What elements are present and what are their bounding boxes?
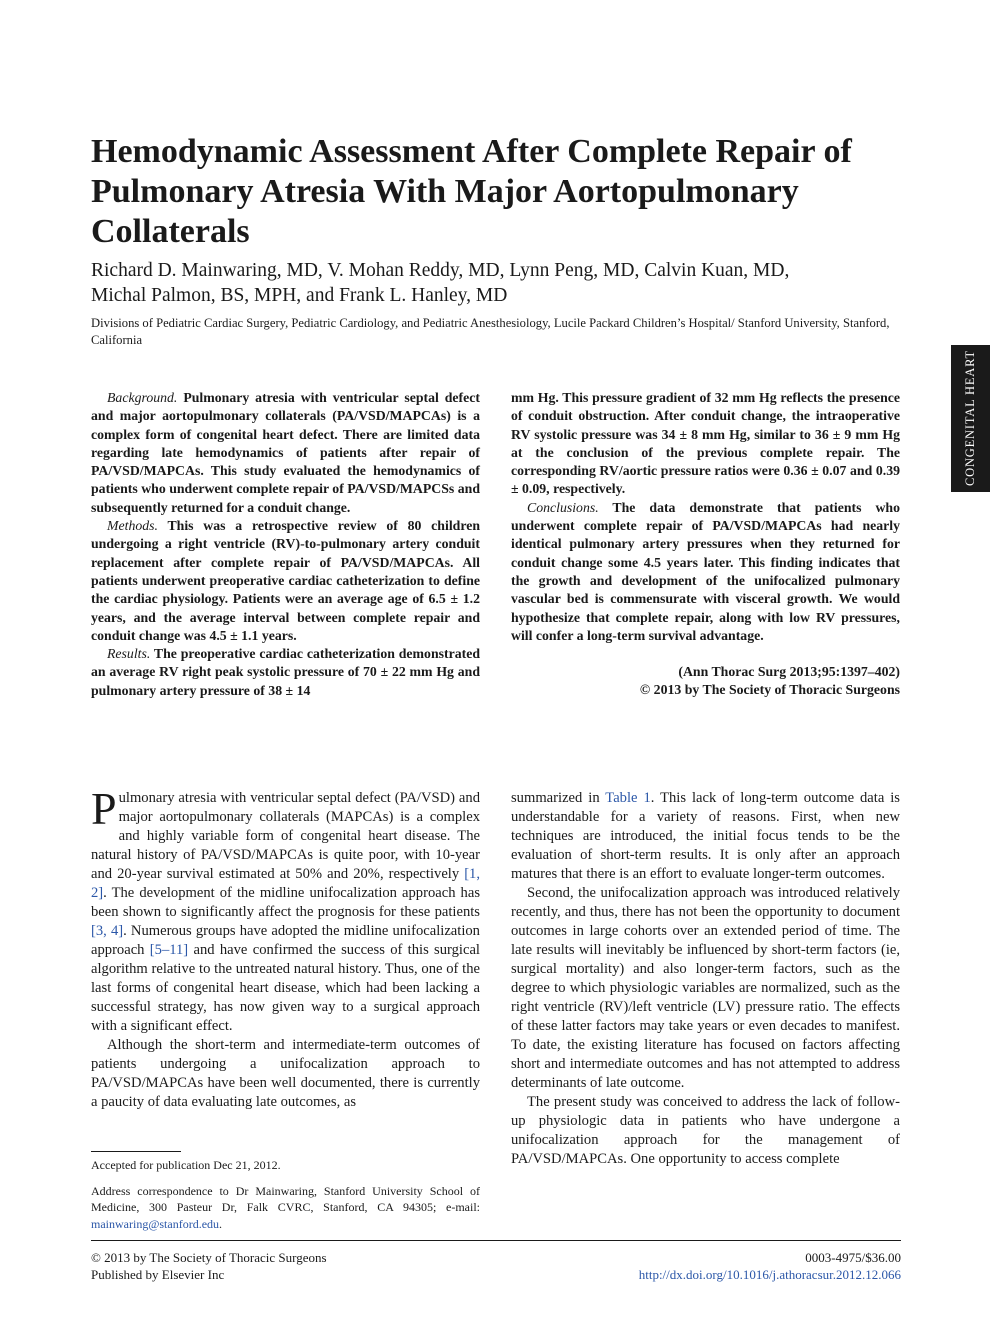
article-title: Hemodynamic Assessment After Complete Repair of Pulmonary Atresia With Major Aortopulmonary Collaterals [91,133,852,250]
authors-line-1: Richard D. Mainwaring, MD, V. Mohan Reddy, MD, Lynn Peng, MD, Calvin Kuan, MD, [91,260,790,281]
intro-paragraph-5: The present study was conceived to address the lack of follow-up physiologic data in patients who have undergone a unifocalization approach for the management of PA/VSD/MAPCAs. One opportunity to access complete [511,1094,900,1167]
table-1-link[interactable]: Table 1 [605,790,651,806]
footer-copyright: © 2013 by The Society of Thoracic Surgeons [91,1250,327,1265]
intro-paragraph-2: Although the short-term and intermediate-term outcomes of patients undergoing a unifocalization approach to PA/VSD/MAPCAs have been well documented, there is currently a paucity of data evaluating late outcomes, as [91,1037,480,1110]
accepted-date: Accepted for publication Dec 21, 2012. [91,1158,281,1172]
correspondence-address [91,1183,480,1233]
footnote-divider [91,1151,181,1152]
background-label: Background. [107,390,178,405]
doi-link[interactable]: http://dx.doi.org/10.1016/j.athoracsur.2012.12.066 [638,1266,901,1282]
footer-divider [91,1240,901,1241]
body-right-column [511,789,900,1169]
affiliation: Divisions of Pediatric Cardiac Surgery, Pediatric Cardiology, and Pediatric Anesthesiology, Lucile Packard Children’s Hospital/ Stanford University, Stanford, California [91,316,890,347]
body-left-column [91,783,480,1112]
author-list [91,258,911,308]
abstract-copyright: © 2013 by The Society of Thoracic Surgeons [639,682,900,698]
abstract-left-column [91,389,480,700]
abstract-right-column [511,389,900,700]
abstract-results-continued: mm Hg. This pressure gradient of 32 mm Hg reflects the presence of conduit obstruction. After conduit change, the intraoperative RV systolic pressure was 34 ± 8 mm Hg, similar to 36 ± 9 mm Hg at the conclusion of the previous complete repair. The corresponding RV/aortic pressure ratios were 0.36 ± 0.07 and 0.39 ± 0.09, respectively. [511,390,900,497]
intro-text-d: and have confirmed the success of this surgical algorithm relative to the untreated natural history. Thus, one of the last forms of congenital heart disease, which had been lacking a successful strategy, has now given way to a surgical approach with a significant effect. [91,942,480,1034]
section-tab: CONGENITAL HEART [951,345,990,492]
results-text: The preoperative cardiac catheterization demonstrated an average RV right peak systolic pressure of 70 ± 22 mm Hg and pulmonary artery pressure of 38 ± 14 [91,646,480,698]
footer-left [91,1250,491,1283]
reference-link-5-11[interactable]: [5–11] [149,942,189,958]
conclusions-text: The data demonstrate that patients who underwent complete repair of PA/VSD/MAPCAs had nearly identical pulmonary artery pressures when they returned for conduit change some 4.5 years later. This finding indicates that the growth and development of the unifocalized pulmonary vascular bed is commensurate with visceral growth. We would hypothesize that complete repair, along with low RV pressures, will confer a long-term survival advantage. [511,499,900,643]
footer-right [500,1250,901,1283]
abstract-conclusions [511,499,900,645]
authors-line-2: Michal Palmon, BS, MPH, and Frank L. Hanley, MD [91,285,508,306]
reference-link-1-2[interactable]: [1, 2] [91,866,480,901]
abstract-background [91,389,480,517]
methods-label: Methods. [107,518,158,534]
intro-text-a: ulmonary atresia with ventricular septal defect (PA/VSD) and major aortopulmonary collaterals (MAPCAs) is a complex and highly variable form of congenital heart disease. The natural history of PA/VSD/MAPCAs is quite poor, with 10-year and 20-year survival estimated at 50% and 20%, respectively [91,790,480,882]
intro-text-p3b: . This lack of long-term outcome data is understandable for a variety of reasons. First, when new techniques are introduced, the initial focus tends to be the evaluation of short-term results. It is only after an approach matures that there is an effort to evaluate longer-term outcomes. [511,790,900,882]
intro-paragraph-4: Second, the unifocalization approach was introduced relatively recently, and thus, there has not been the opportunity to document outcomes in large cohorts over an extended period of time. The late results will inevitably be influenced by short-term factors (ie, surgical mortality) and also longer-term factors, such as the degree to which physiologic variables are normalized, such as the right ventricle (RV)/left ventricle (LV) pressure ratio. The effects of these latter factors may take years or even decades to manifest. To date, the existing literature has focused on factors affecting short and intermediate outcomes and has not attempted to address determinants of late outcome. [511,885,900,1091]
intro-text-c: . Numerous groups have adopted the midline unifocalization approach [91,923,480,958]
address-text: Address correspondence to Dr Mainwaring, Stanford University School of Medicine, 300 Pasteur Dr, Falk CVRC, Stanford, CA 94305; e-mail: [91,1183,480,1214]
abstract-results [91,645,480,700]
address-end: . [219,1216,223,1231]
footnotes [91,1157,480,1232]
results-label: Results. [107,646,151,662]
journal-citation: (Ann Thorac Surg 2013;95:1397–402) [678,664,900,680]
background-text: Pulmonary atresia with ventricular septal defect and major aortopulmonary collaterals (PA/VSD/MAPCAs) is a complex form of congenital heart defect. There are limited data regarding late hemodynamics of patients after repair of PA/VSD/MAPCAs. This study evaluated the hemodynamics of patients who underwent complete repair of PA/VSD/MAPCSs and subsequently returned for a conduit change. [91,390,480,515]
footer-issn: 0003-4975/$36.00 [805,1250,901,1265]
footer-publisher: Published by Elsevier Inc [91,1266,225,1282]
drop-cap: P [91,783,117,834]
abstract-methods [91,517,480,645]
intro-paragraph-1 [91,783,480,1036]
intro-text-p3a: summarized in [511,790,606,806]
email-link[interactable]: mainwaring@stanford.edu [91,1216,220,1231]
conclusions-label: Conclusions. [527,499,599,515]
intro-text-b: . The development of the midline unifocalization approach has been shown to significantly affect the prognosis for these patients [91,885,480,920]
reference-link-3-4[interactable]: [3, 4] [91,923,124,939]
intro-paragraph-3 [511,789,900,884]
methods-text: This was a retrospective review of 80 children undergoing a right ventricle (RV)-to-pulmonary artery conduit replacement after complete repair of PA/VSD/MAPCAs. All patients underwent preoperative cardiac catheterization to define the cardiac physiology. Patients were an average age of 6.5 ± 1.2 years, and the average interval between complete repair and conduit change was 4.5 ± 1.1 years. [91,518,480,643]
